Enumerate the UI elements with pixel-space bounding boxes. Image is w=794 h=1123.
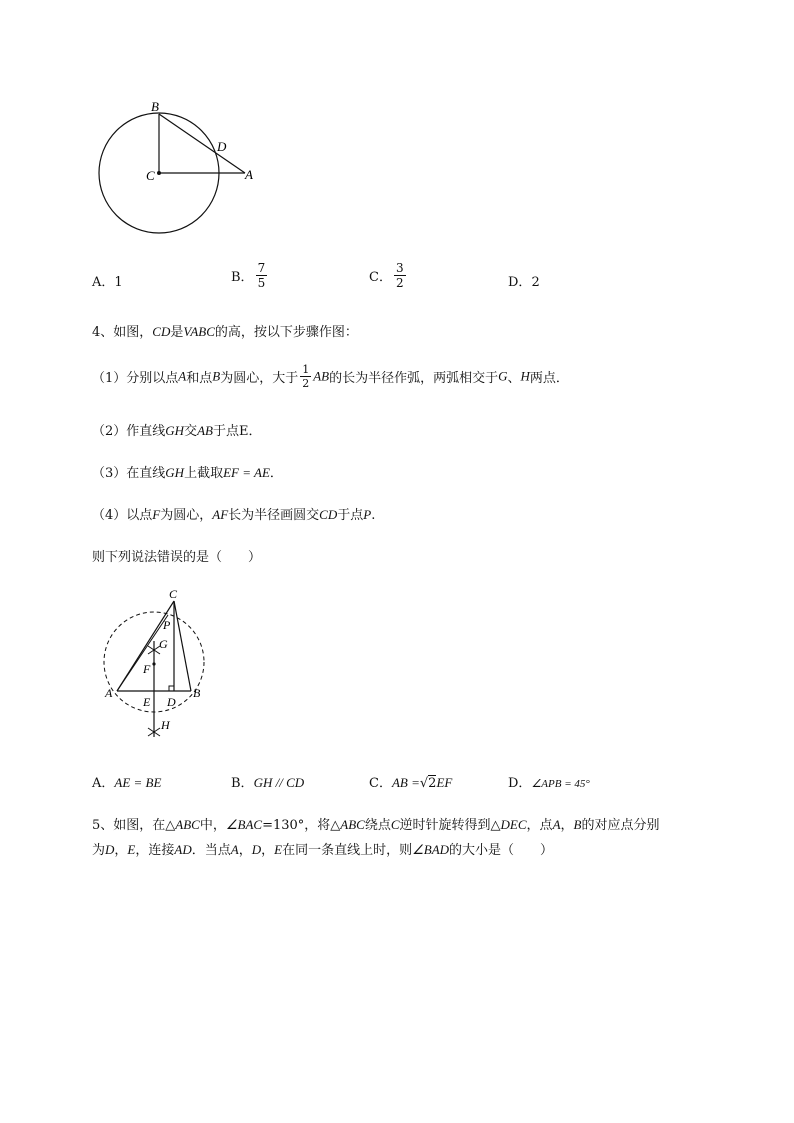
math-angle-bad: ∠BAD: [412, 842, 450, 857]
q3-option-a: [92, 271, 123, 290]
option-expr: EF: [436, 775, 453, 790]
label-c: C: [146, 168, 155, 183]
q4-step-4: [92, 504, 375, 523]
label-e: E: [143, 695, 151, 709]
option-label: A．: [92, 275, 115, 290]
option-expr: AB =: [391, 775, 420, 790]
math-abc: ABC: [340, 817, 365, 832]
label-g: G: [159, 637, 168, 651]
math-d: D: [251, 842, 262, 857]
math-gh: GH: [165, 465, 185, 480]
q4-option-d: [508, 772, 590, 791]
text: 的对应点分别: [581, 818, 660, 833]
text: 为: [92, 843, 106, 858]
frac-num: 7: [257, 261, 266, 275]
text: ，: [238, 843, 252, 858]
math-a: A: [178, 368, 187, 384]
text: 和点: [186, 371, 213, 386]
frac-num: 1: [302, 363, 310, 376]
text: 中，: [199, 818, 226, 833]
math-b: B: [212, 368, 221, 384]
text: 的高，按以下步骤作图：: [214, 325, 358, 340]
label-c: C: [169, 587, 178, 601]
text: （3）在直线: [92, 466, 166, 481]
segment-bc: [174, 601, 191, 691]
text: 逆时针旋转得到△: [399, 818, 501, 833]
text: ，: [261, 843, 275, 858]
math-ab: AB: [197, 423, 213, 438]
text: 上截取: [184, 466, 224, 481]
q3-option-b: [231, 262, 269, 289]
option-expr: AE = BE: [114, 775, 162, 790]
q4-step-2: [92, 420, 261, 439]
q4-step-1: [92, 364, 569, 389]
math-a: A: [552, 817, 561, 832]
math-b: B: [573, 817, 582, 832]
math-dec: DEC: [500, 817, 527, 832]
segment-ap: [117, 615, 168, 691]
q4-step-3: [92, 462, 283, 481]
frac-den: 5: [257, 276, 266, 290]
math-f: F: [152, 507, 161, 522]
frac-den: 2: [395, 276, 404, 290]
math-h: H: [520, 368, 530, 384]
text: 交: [184, 424, 198, 439]
text: =130°，将△: [262, 818, 341, 833]
text: .: [371, 508, 376, 523]
text: 于点E．: [212, 424, 262, 439]
sqrt-radicand: 2: [428, 776, 437, 791]
fraction-3-2: [394, 262, 406, 289]
option-label: C．: [369, 270, 392, 285]
math-ab: AB: [313, 368, 330, 384]
label-h: H: [161, 718, 170, 732]
frac-den: 2: [302, 377, 310, 390]
option-expr: ∠APB = 45°: [531, 778, 590, 790]
math-af: AF: [212, 507, 229, 522]
segment-ba: [159, 114, 245, 173]
center-dot: [157, 171, 161, 175]
math-c: C: [390, 817, 400, 832]
label-p: P: [163, 618, 171, 632]
math-cd: CD: [319, 507, 338, 522]
text: （2）作直线: [92, 424, 166, 439]
text: ．当点: [191, 843, 231, 858]
q4-option-b: [231, 772, 304, 791]
label-d: D: [217, 139, 227, 154]
q3-circle-figure: [90, 95, 270, 240]
option-label: B．: [231, 776, 254, 791]
option-label: B．: [231, 270, 254, 285]
math-triangle: VABC: [183, 324, 215, 339]
text: 两点．: [529, 371, 569, 386]
label-a: A: [245, 167, 253, 182]
text: 、: [507, 371, 521, 386]
math-e: E: [274, 842, 283, 857]
text: 长为半径画圆交: [228, 508, 320, 523]
right-angle-mark: [169, 686, 174, 691]
text: ，点: [526, 818, 553, 833]
math-g: G: [498, 368, 508, 384]
option-value: 1: [114, 275, 123, 290]
math-angle-bac: ∠BAC: [225, 817, 263, 832]
option-label: D．: [508, 275, 532, 290]
sqrt-symbol: √: [419, 776, 429, 791]
label-d: D: [167, 695, 176, 709]
q4-construction-figure: [95, 585, 220, 745]
q3-option-d: [508, 271, 540, 290]
math-ad: AD: [174, 842, 192, 857]
text: 在同一条直线上时，则: [282, 843, 413, 858]
math-p: P: [363, 507, 372, 522]
label-b: B: [193, 686, 201, 700]
text: ，连接: [135, 843, 175, 858]
text: 于点: [337, 508, 364, 523]
text: （1）分别以点: [92, 371, 179, 386]
math-e: E: [127, 842, 136, 857]
q4-stem: [92, 321, 358, 340]
text: 为圆心，: [160, 508, 213, 523]
math-cd: CD: [152, 324, 171, 339]
math-abc: ABC: [175, 817, 200, 832]
text: 的大小是（ ）: [449, 843, 554, 858]
label-b: B: [151, 99, 159, 114]
text: 的长为半径作弧，两弧相交于: [329, 371, 499, 386]
text: （4）以点: [92, 508, 153, 523]
math-ef-eq-ae: EF = AE: [223, 465, 270, 480]
text: ，: [560, 818, 574, 833]
q4-option-a: [92, 772, 161, 791]
fraction-7-5: [256, 262, 268, 289]
option-label: A．: [92, 776, 115, 791]
q5-line-2: [92, 839, 553, 858]
label-f: F: [143, 662, 151, 676]
fraction-1-2: [300, 364, 311, 389]
point-f: [152, 662, 155, 665]
math-d: D: [105, 842, 115, 857]
text: ，: [114, 843, 128, 858]
q4-question: 则下列说法错误的是（ ）: [92, 550, 262, 565]
text: 为圆心，大于: [220, 371, 299, 386]
text: 是: [170, 325, 184, 340]
option-label: D．: [508, 776, 532, 791]
label-a: A: [105, 686, 113, 700]
text: 绕点: [364, 818, 391, 833]
q5-line-1: [92, 814, 660, 833]
q3-option-c: [369, 262, 408, 289]
option-expr: GH // CD: [253, 775, 305, 790]
option-value: 2: [531, 275, 540, 290]
math-gh: GH: [165, 423, 185, 438]
text: 如图，: [113, 325, 153, 340]
option-label: C．: [369, 776, 392, 791]
q-number: 4、: [92, 325, 114, 340]
text: ．: [269, 466, 283, 481]
frac-num: 3: [395, 261, 404, 275]
math-a: A: [230, 842, 239, 857]
q4-option-c: [369, 772, 452, 791]
text: 5、如图，在△: [92, 818, 176, 833]
